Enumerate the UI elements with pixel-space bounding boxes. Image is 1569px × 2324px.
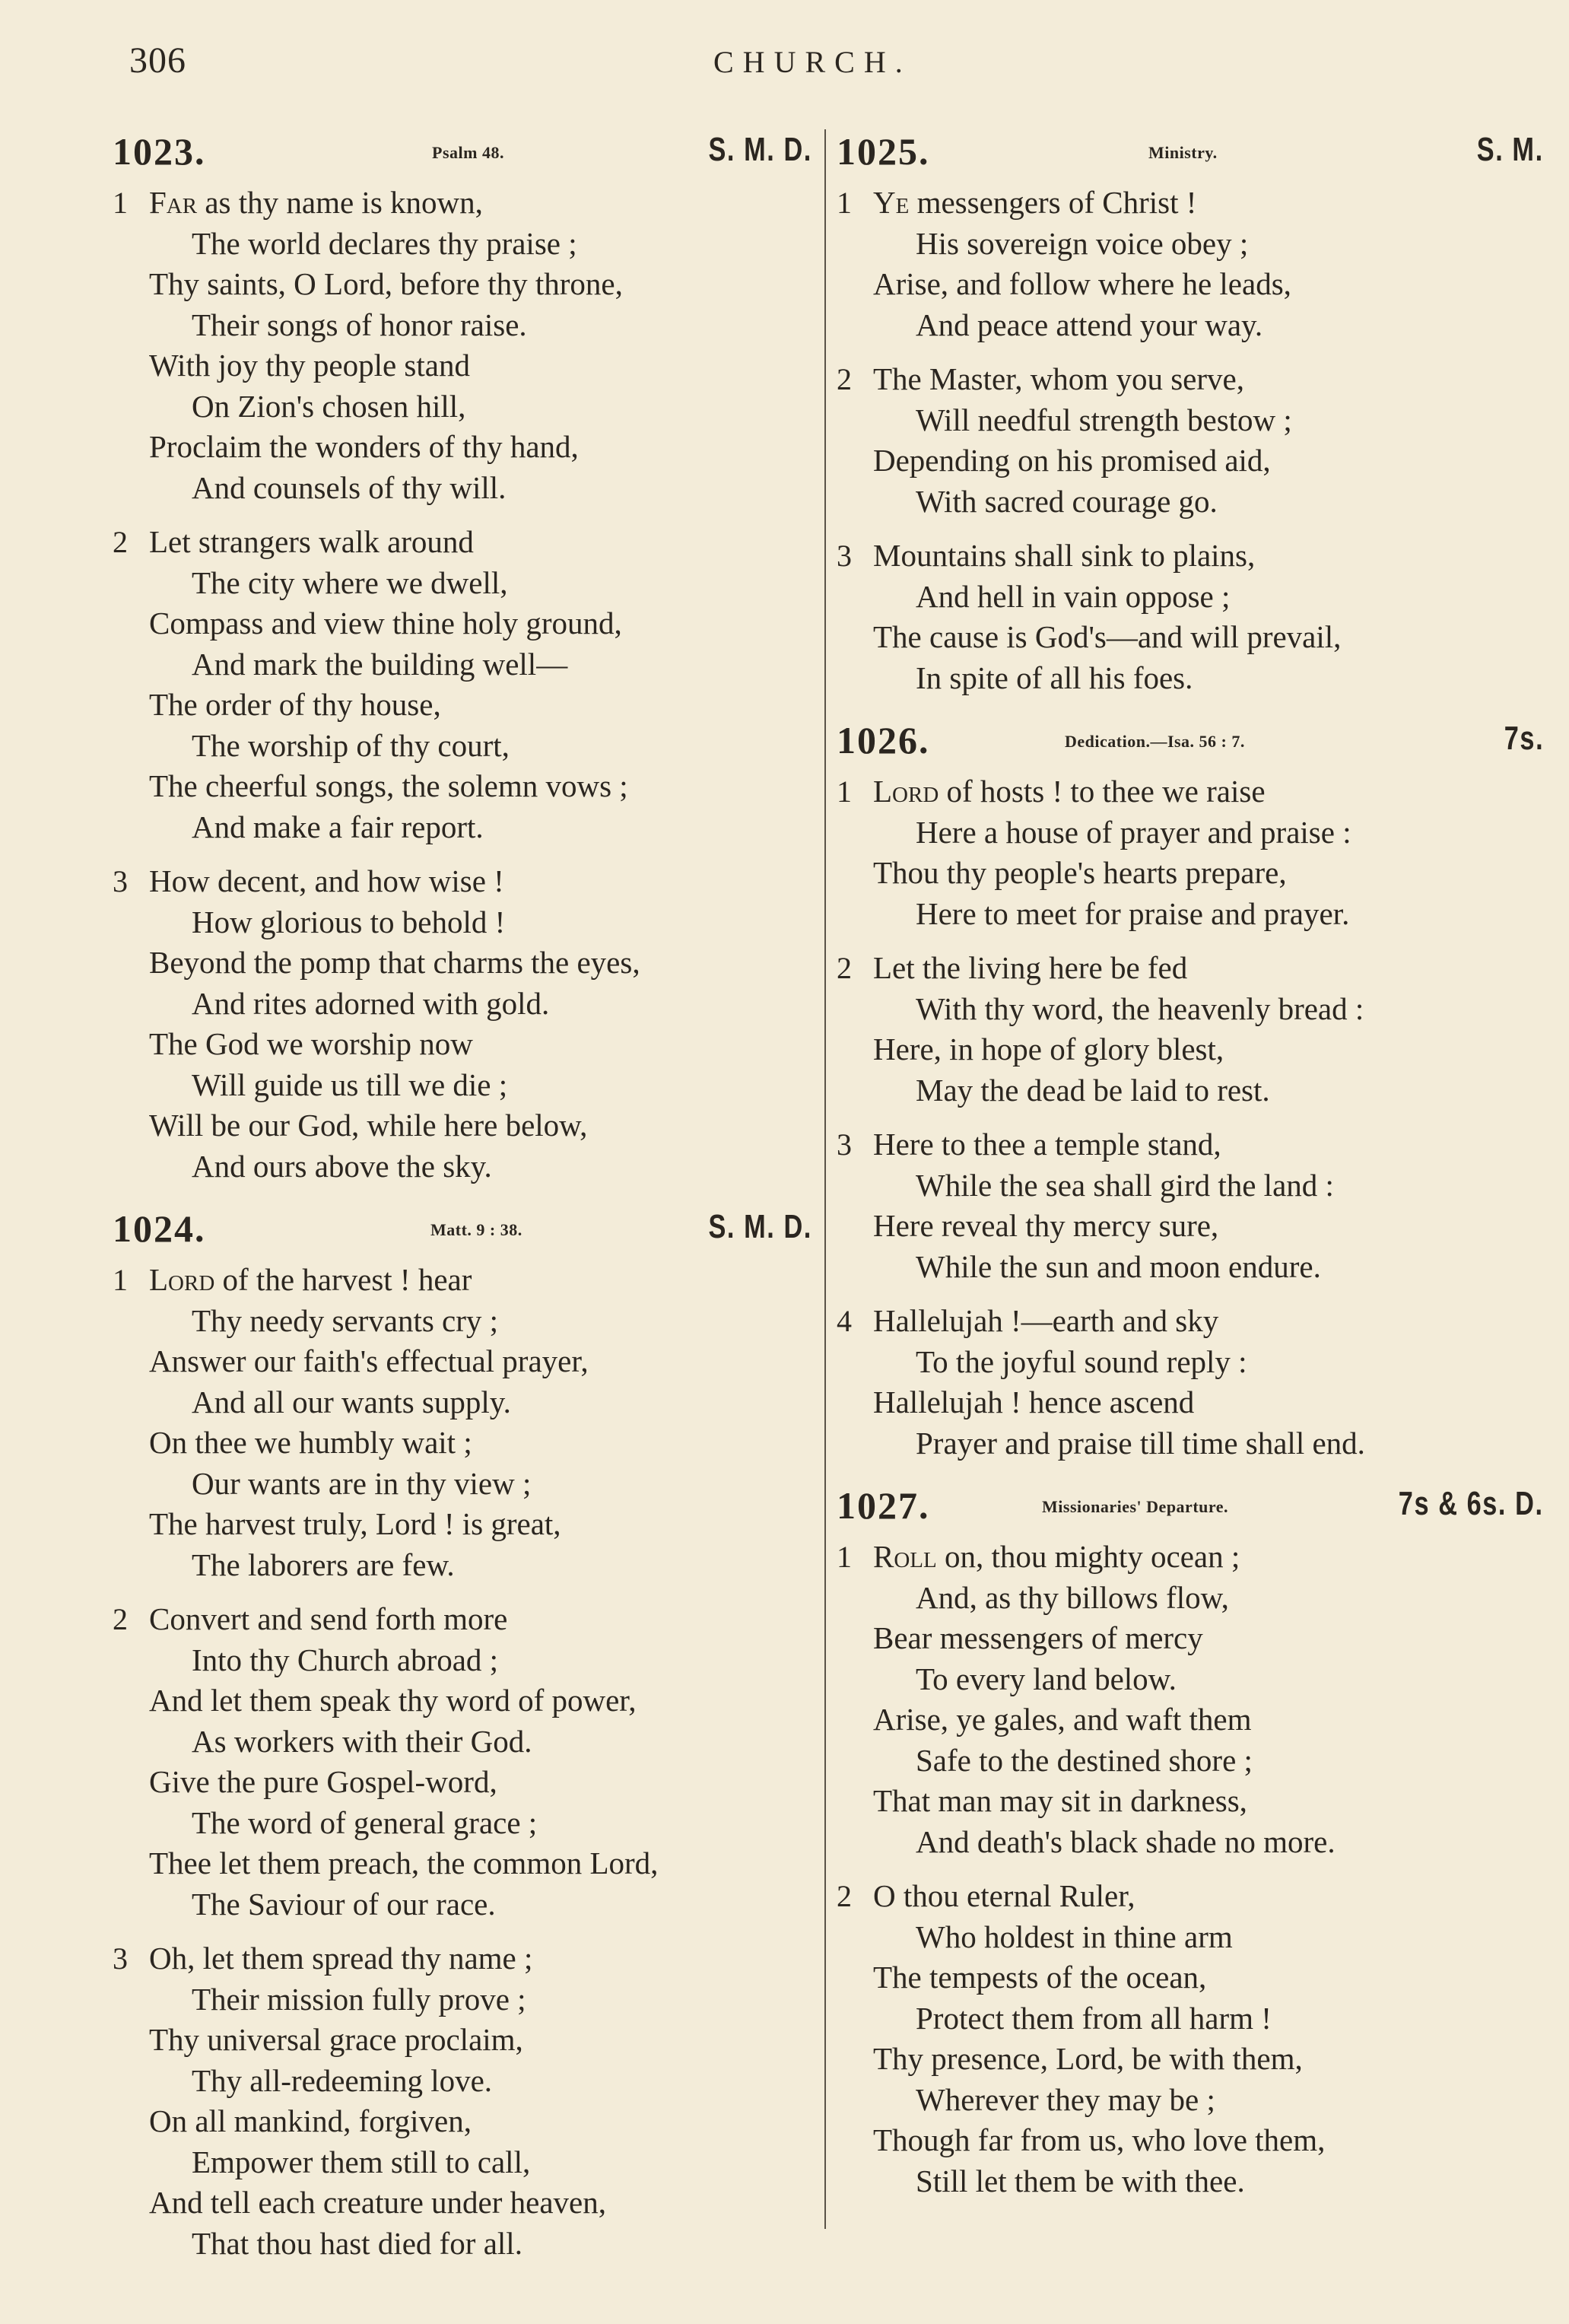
verse-text: And tell each creature under heaven,	[149, 2185, 607, 2220]
verse-text: The worship of thy court,	[192, 727, 510, 763]
stanza-number: 3	[113, 864, 128, 898]
verse-text: The cause is God's—and will prevail,	[873, 619, 1342, 654]
verse-text: Wherever they may be ;	[916, 2081, 1215, 2117]
verse-line	[113, 1341, 812, 1382]
verse-line	[113, 1979, 812, 2020]
verse-text: Here to thee a temple stand,	[873, 1127, 1221, 1162]
verse-line	[837, 771, 1544, 812]
verse-line	[837, 948, 1544, 989]
verse-line	[113, 305, 812, 346]
verse-text: While the sea shall gird the land :	[916, 1167, 1334, 1203]
verse-text: To every land below.	[916, 1661, 1177, 1696]
verse-text: The tempests of the ocean,	[873, 1960, 1207, 1995]
verse-text: On thee we humbly wait ;	[149, 1425, 472, 1460]
verse-line	[837, 1618, 1544, 1659]
verse-line	[113, 766, 812, 807]
verse-line	[837, 1537, 1544, 1578]
verse-line	[113, 2020, 812, 2061]
right-column	[837, 129, 1544, 2221]
verse-line	[113, 1545, 812, 1586]
verse-line	[837, 1124, 1544, 1165]
verse-text: Hallelujah !—earth and sky	[873, 1303, 1219, 1338]
verse-text: As workers with their God.	[192, 1723, 532, 1759]
verse-line	[113, 1423, 812, 1464]
hymn-meter: S. M.	[1477, 131, 1544, 168]
verse-text: as thy name is known,	[197, 185, 483, 220]
verse-text: Into thy Church abroad ;	[192, 1642, 499, 1677]
verse-line	[837, 359, 1544, 400]
verse-text: May the dead be laid to rest.	[916, 1072, 1270, 1108]
verse-line	[113, 685, 812, 726]
stanza	[837, 1537, 1544, 1862]
stanza	[113, 1599, 812, 1925]
verse-text: And make a fair report.	[192, 809, 484, 844]
verse-text: The God we worship now	[149, 1026, 473, 1061]
verse-text: And rites adorned with gold.	[192, 985, 550, 1021]
first-word: Lord	[873, 774, 939, 809]
verse-text: Arise, and follow where he leads,	[873, 266, 1291, 301]
verse-line	[837, 1206, 1544, 1247]
stanza-number: 1	[113, 186, 128, 220]
hymn	[113, 1207, 812, 2264]
verse-line	[837, 400, 1544, 441]
hymn-meter: S. M. D.	[708, 131, 812, 168]
verse-text: Let the living here be fed	[873, 950, 1188, 985]
verse-text: Our wants are in thy view ;	[192, 1465, 532, 1501]
verse-text: Prayer and praise till time shall end.	[916, 1425, 1365, 1461]
verse-text: The Master, whom you serve,	[873, 361, 1244, 396]
stanza	[113, 183, 812, 508]
verse-line	[113, 427, 812, 468]
verse-line	[113, 1803, 812, 1844]
verse-line	[113, 1105, 812, 1146]
verse-line	[837, 989, 1544, 1030]
verse-line	[113, 644, 812, 685]
verse-text: The cheerful songs, the solemn vows ;	[149, 768, 628, 803]
verse-text: On all mankind, forgiven,	[149, 2103, 472, 2138]
verse-line	[837, 2039, 1544, 2080]
verse-text: Still let them be with thee.	[916, 2163, 1245, 2198]
verse-line	[837, 1029, 1544, 1070]
verse-line	[113, 1260, 812, 1301]
stanza-number: 3	[113, 1941, 128, 1976]
verse-line	[113, 984, 812, 1025]
stanza-number: 2	[113, 1602, 128, 1636]
verse-text: Here reveal thy mercy sure,	[873, 1208, 1219, 1243]
verse-text: Proclaim the wonders of thy hand,	[149, 429, 579, 464]
verse-line	[837, 264, 1544, 305]
verse-line	[837, 1423, 1544, 1464]
verse-line	[113, 1024, 812, 1065]
verse-text: Give the pure Gospel-word,	[149, 1764, 497, 1799]
verse-text: And death's black shade no more.	[916, 1823, 1336, 1859]
verse-text: And counsels of thy will.	[192, 469, 507, 505]
verse-text: How glorious to behold !	[192, 904, 506, 939]
verse-text: And hell in vain oppose ;	[916, 578, 1231, 614]
verse-line	[837, 1165, 1544, 1207]
hymn-number: 1026.	[837, 719, 930, 761]
verse-text: And all our wants supply.	[192, 1384, 511, 1420]
verse-text: Convert and send forth more	[149, 1601, 508, 1636]
verse-line	[113, 2061, 812, 2102]
verse-line	[837, 1876, 1544, 1917]
verse-line	[113, 726, 812, 767]
verse-text: Will be our God, while here below,	[149, 1108, 588, 1143]
verse-text: On Zion's chosen hill,	[192, 388, 466, 424]
verse-line	[837, 1659, 1544, 1700]
verse-text: Thy presence, Lord, be with them,	[873, 2041, 1303, 2076]
verse-text: Depending on his promised aid,	[873, 443, 1271, 478]
verse-text: Answer our faith's effectual prayer,	[149, 1343, 589, 1378]
verse-line	[837, 1070, 1544, 1111]
verse-text: of hosts ! to thee we raise	[939, 774, 1266, 809]
verse-line	[837, 1342, 1544, 1383]
verse-text: The word of general grace ;	[192, 1804, 538, 1840]
hymn-header	[113, 1207, 812, 1260]
verse-text: With sacred courage go.	[916, 483, 1218, 519]
hymn-number: 1023.	[113, 130, 206, 173]
verse-text: And mark the building well—	[192, 646, 568, 682]
hymn	[837, 129, 1544, 698]
verse-line	[113, 386, 812, 428]
verse-line	[837, 617, 1544, 658]
hymn-meter: S. M. D.	[708, 1208, 812, 1245]
hymn	[113, 129, 812, 1187]
hymn-topic: Matt. 9 : 38.	[430, 1220, 522, 1239]
verse-text: Here, in hope of glory blest,	[873, 1032, 1224, 1067]
verse-line	[113, 563, 812, 604]
verse-text: The Saviour of our race.	[192, 1886, 496, 1922]
verse-text: The laborers are few.	[192, 1547, 455, 1582]
verse-line	[113, 345, 812, 386]
verse-line	[113, 2142, 812, 2183]
verse-text: Safe to the destined shore ;	[916, 1742, 1253, 1778]
verse-text: Bear messengers of mercy	[873, 1620, 1203, 1655]
verse-text: Empower them still to call,	[192, 2144, 531, 2179]
hymn-topic: Dedication.—Isa. 56 : 7.	[1065, 732, 1245, 751]
verse-line	[837, 577, 1544, 618]
verse-line	[113, 1640, 812, 1681]
verse-text: His sovereign voice obey ;	[916, 225, 1249, 261]
hymn-header	[837, 129, 1544, 183]
verse-line	[837, 2161, 1544, 2202]
verse-text: That man may sit in darkness,	[873, 1783, 1247, 1818]
hymn-header	[837, 1483, 1544, 1537]
stanza-number: 2	[837, 362, 852, 396]
verse-line	[837, 1382, 1544, 1423]
verse-text: of the harvest ! hear	[214, 1262, 472, 1297]
verse-line	[837, 1699, 1544, 1741]
stanza	[837, 948, 1544, 1111]
stanza	[113, 522, 812, 847]
verse-text: While the sun and moon endure.	[916, 1248, 1321, 1284]
hymn-header	[113, 129, 812, 183]
verse-line	[113, 2101, 812, 2142]
hymn-topic: Missionaries' Departure.	[1042, 1497, 1229, 1516]
page-number: 306	[129, 40, 186, 81]
verse-line	[113, 807, 812, 848]
verse-text: Thou thy people's hearts prepare,	[873, 855, 1287, 890]
verse-text: And, as thy billows flow,	[916, 1579, 1229, 1615]
verse-line	[113, 1599, 812, 1640]
verse-text: Here to meet for praise and prayer.	[916, 895, 1350, 931]
verse-line	[113, 1680, 812, 1722]
hymn-meter: 7s & 6s. D.	[1399, 1485, 1544, 1522]
hymn	[837, 1483, 1544, 2202]
stanza-number: 3	[837, 539, 852, 573]
verse-text: Mountains shall sink to plains,	[873, 538, 1256, 573]
verse-text: Thy saints, O Lord, before thy throne,	[149, 266, 623, 301]
verse-text: Thy universal grace proclaim,	[149, 2022, 523, 2057]
first-word: Lord	[149, 1262, 215, 1297]
verse-text: Thee let them preach, the common Lord,	[149, 1846, 659, 1881]
verse-line	[113, 1504, 812, 1545]
verse-line	[113, 1843, 812, 1884]
verse-text: Who holdest in thine arm	[916, 1919, 1233, 1954]
verse-text: How decent, and how wise !	[149, 863, 504, 898]
verse-text: Hallelujah ! hence ascend	[873, 1385, 1195, 1420]
verse-text: The harvest truly, Lord ! is great,	[149, 1506, 561, 1541]
verse-text: Will needful strength bestow ;	[916, 402, 1292, 437]
stanza	[113, 1938, 812, 2264]
verse-text: Protect them from all harm !	[916, 2000, 1272, 2036]
verse-text: Their mission fully prove ;	[192, 1981, 526, 2017]
verse-text: messengers of Christ !	[909, 185, 1197, 220]
verse-text: on, thou mighty ocean ;	[936, 1539, 1240, 1574]
verse-text: To the joyful sound reply :	[916, 1343, 1247, 1379]
stanza-number: 2	[113, 525, 128, 559]
verse-line	[113, 902, 812, 943]
verse-line	[113, 1938, 812, 1979]
first-word: Ye	[873, 185, 910, 220]
stanza	[837, 771, 1544, 934]
verse-line	[113, 2224, 812, 2265]
verse-line	[113, 522, 812, 563]
verse-line	[837, 1917, 1544, 1958]
hymn	[837, 718, 1544, 1464]
verse-text: The city where we dwell,	[192, 564, 508, 600]
verse-text: Beyond the pomp that charms the eyes,	[149, 945, 640, 980]
hymn-meter: 7s.	[1504, 720, 1544, 757]
verse-line	[113, 1762, 812, 1803]
stanza	[837, 536, 1544, 698]
verse-line	[837, 1957, 1544, 1998]
verse-line	[837, 2120, 1544, 2161]
first-word: Far	[149, 185, 198, 220]
verse-line	[837, 1998, 1544, 2039]
verse-text: Compass and view thine holy ground,	[149, 606, 622, 641]
verse-line	[113, 603, 812, 644]
verse-line	[837, 1578, 1544, 1619]
verse-text: Let strangers walk around	[149, 524, 474, 559]
hymn-number: 1024.	[113, 1207, 206, 1250]
stanza	[113, 1260, 812, 1585]
running-head: CHURCH.	[713, 45, 912, 79]
verse-text: Though far from us, who love them,	[873, 2122, 1326, 2157]
stanza-number: 2	[837, 1879, 852, 1913]
stanza-number: 3	[837, 1127, 852, 1162]
hymn-topic: Ministry.	[1148, 143, 1218, 162]
verse-line	[837, 1781, 1544, 1822]
stanza-number: 1	[837, 186, 852, 220]
stanza-number: 4	[837, 1304, 852, 1338]
verse-line	[113, 1464, 812, 1505]
stanza-number: 1	[837, 774, 852, 809]
verse-text: And ours above the sky.	[192, 1148, 492, 1184]
verse-text: O thou eternal Ruler,	[873, 1878, 1135, 1913]
verse-line	[837, 1247, 1544, 1288]
verse-line	[113, 1301, 812, 1342]
hymn-number: 1025.	[837, 130, 930, 173]
first-word: Roll	[873, 1539, 937, 1574]
verse-line	[837, 894, 1544, 935]
verse-line	[837, 658, 1544, 699]
stanza	[837, 183, 1544, 345]
stanza	[113, 861, 812, 1187]
verse-text: The order of thy house,	[149, 687, 441, 722]
verse-text: And peace attend your way.	[916, 307, 1263, 342]
verse-line	[113, 1884, 812, 1925]
verse-line	[837, 536, 1544, 577]
verse-text: Oh, let them spread thy name ;	[149, 1941, 533, 1976]
verse-line	[113, 468, 812, 509]
hymn-topic: Psalm 48.	[432, 143, 504, 162]
verse-text: Their songs of honor raise.	[192, 307, 527, 342]
verse-text: Will guide us till we die ;	[192, 1067, 508, 1102]
verse-line	[113, 264, 812, 305]
verse-line	[113, 224, 812, 265]
verse-line	[837, 183, 1544, 224]
stanza-number: 1	[113, 1263, 128, 1297]
verse-line	[837, 1301, 1544, 1342]
stanza	[837, 1301, 1544, 1464]
verse-line	[837, 1741, 1544, 1782]
verse-line	[837, 482, 1544, 523]
verse-line	[837, 1822, 1544, 1863]
verse-line	[837, 224, 1544, 265]
verse-line	[837, 305, 1544, 346]
stanza	[837, 1876, 1544, 2202]
stanza-number: 2	[837, 951, 852, 985]
hymn-header	[837, 718, 1544, 771]
verse-text: And let them speak thy word of power,	[149, 1683, 637, 1718]
verse-line	[113, 183, 812, 224]
verse-text: That thou hast died for all.	[192, 2225, 522, 2261]
verse-text: Here a house of prayer and praise :	[916, 814, 1351, 850]
verse-line	[113, 2183, 812, 2224]
left-column	[113, 129, 812, 2284]
verse-line	[837, 2080, 1544, 2121]
column-divider	[824, 129, 826, 2229]
verse-text: In spite of all his foes.	[916, 660, 1193, 695]
verse-text: The world declares thy praise ;	[192, 225, 577, 261]
verse-line	[113, 1065, 812, 1106]
stanza-number: 1	[837, 1540, 852, 1574]
stanza	[837, 1124, 1544, 1287]
verse-line	[113, 1146, 812, 1187]
verse-line	[113, 1382, 812, 1423]
verse-text: With joy thy people stand	[149, 348, 470, 383]
verse-line	[113, 943, 812, 984]
verse-line	[113, 1722, 812, 1763]
verse-text: Arise, ye gales, and waft them	[873, 1702, 1252, 1737]
stanza	[837, 359, 1544, 522]
verse-text: Thy needy servants cry ;	[192, 1302, 499, 1338]
verse-line	[837, 812, 1544, 854]
verse-line	[837, 853, 1544, 894]
verse-text: With thy word, the heavenly bread :	[916, 990, 1364, 1026]
verse-line	[113, 861, 812, 902]
verse-line	[837, 440, 1544, 482]
hymn-number: 1027.	[837, 1484, 930, 1527]
verse-text: Thy all-redeeming love.	[192, 2062, 493, 2098]
